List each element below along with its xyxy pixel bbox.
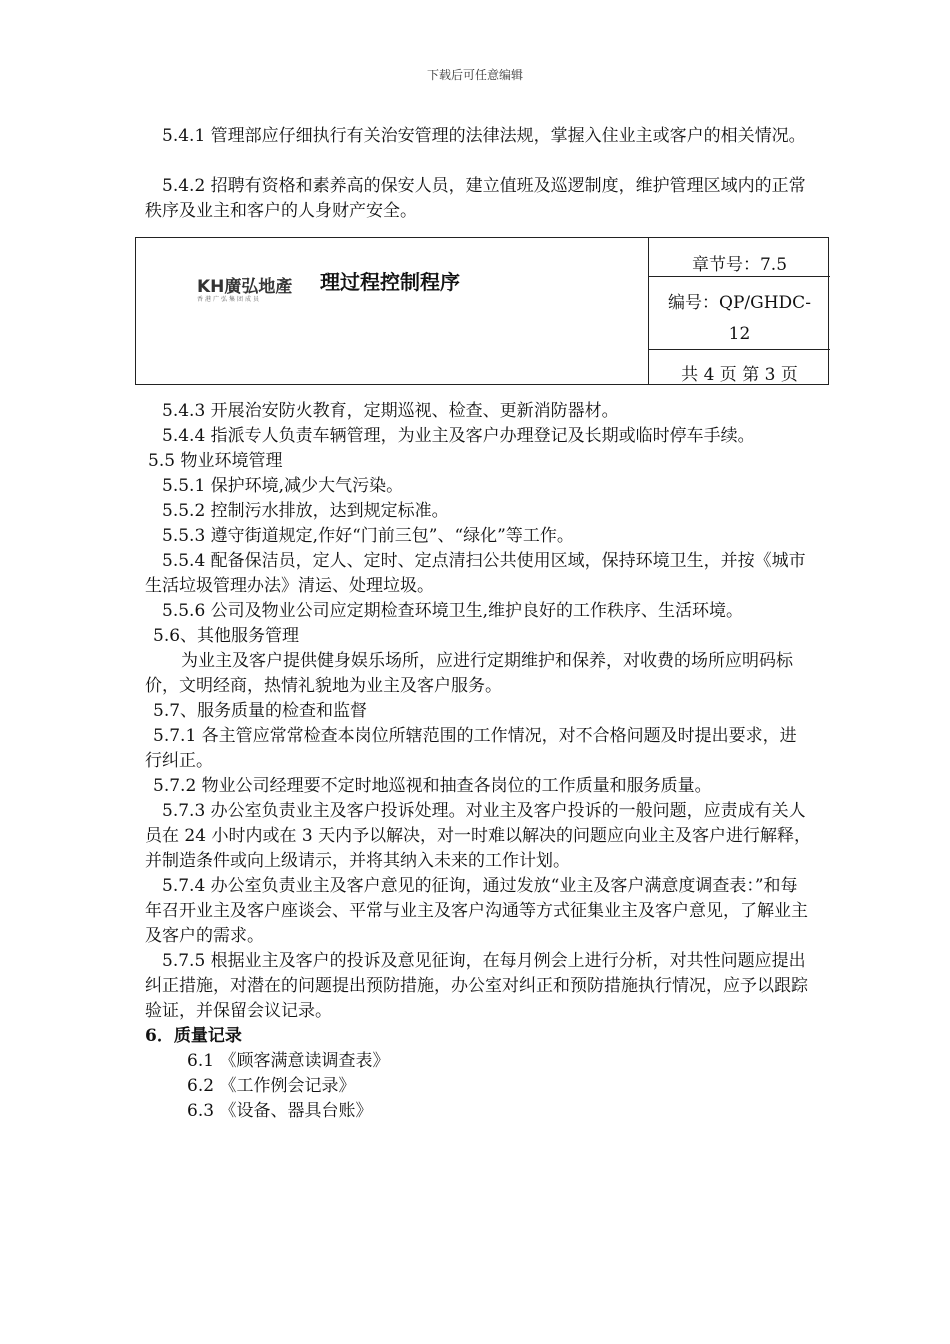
divider xyxy=(649,276,830,277)
chapter-number: 章节号：7.5 xyxy=(691,255,788,275)
paragraph-5-7-4: 5.7.4 办公室负责业主及客户意见的征询，通过发放“业主及客户满意度调查表：”和每年召开业主及客户座谈会、平常与业主及客户沟通等方式征集业主及客户意见，了解业主及客户的需求。 xyxy=(145,876,808,946)
heading-5-7: 5.7、服务质量的检查和监督 xyxy=(153,701,368,721)
paragraph-5-5-3: 5.5.3 遵守街道规定,作好“门前三包”、“绿化”等工作。 xyxy=(162,526,574,546)
paragraph-5-4-3: 5.4.3 开展治安防火教育，定期巡视、检查、更新消防器材。 xyxy=(162,401,619,421)
logo-text: KH廣弘地產 xyxy=(197,277,293,297)
page-count: 共 4 页 第 3 页 xyxy=(681,365,798,385)
paragraph-5-7-5: 5.7.5 根据业主及客户的投诉及意见征询，在每月例会上进行分析，对共性问题应提出纠正措施，对潜在的问题提出预防措施，办公室对纠正和预防措施执行情况，应予以跟踪验证，并保留会议记录。 xyxy=(145,951,808,1021)
divider xyxy=(649,349,830,350)
paragraph-5-5-1: 5.5.1 保护环境,减少大气污染。 xyxy=(162,476,404,496)
paragraph-5-7-1: 5.7.1 各主管应常常检查本岗位所辖范围的工作情况，对不合格问题及时提出要求，进行纠正。 xyxy=(145,726,797,771)
paragraph-5-5-2: 5.5.2 控制污水排放，达到规定标准。 xyxy=(162,501,449,521)
paragraph-5-6-body: 为业主及客户提供健身娱乐场所，应进行定期维护和保养，对收费的场所应明码标价，文明经商，热情礼貌地为业主及客户服务。 xyxy=(145,651,793,696)
heading-5-5: 5.5 物业环境管理 xyxy=(148,451,283,471)
header-info-column xyxy=(648,238,830,384)
paragraph-5-4-4: 5.4.4 指派专人负责车辆管理，为业主及客户办理登记及长期或临时停车手续。 xyxy=(162,426,755,446)
heading-5-6: 5.6、其他服务管理 xyxy=(153,626,300,646)
record-6-2: 6.2 《工作例会记录》 xyxy=(187,1076,356,1096)
document-number-line2: 12 xyxy=(728,324,751,344)
record-6-1: 6.1 《顾客满意读调查表》 xyxy=(187,1051,390,1071)
paragraph-5-4-1: 5.4.1 管理部应仔细执行有关治安管理的法律法规，掌握入住业主或客户的相关情况。 xyxy=(162,126,806,146)
document-header-table xyxy=(135,237,829,385)
company-logo xyxy=(197,272,307,306)
heading-6-quality-records: 6．质量记录 xyxy=(145,1026,242,1046)
paragraph-5-7-2: 5.7.2 物业公司经理要不定时地巡视和抽查各岗位的工作质量和服务质量。 xyxy=(153,776,712,796)
paragraph-5-4-2: 5.4.2 招聘有资格和素养高的保安人员，建立值班及巡逻制度，维护管理区域内的正常秩序及业主和客户的人身财产安全。 xyxy=(145,176,806,221)
document-title: 理过程控制程序 xyxy=(320,270,460,294)
logo-subtext: 香港广弘集团成员 xyxy=(197,296,262,303)
paragraph-5-5-6: 5.5.6 公司及物业公司应定期检查环境卫生,维护良好的工作秩序、生活环境。 xyxy=(162,601,744,621)
paragraph-5-7-3: 5.7.3 办公室负责业主及客户投诉处理。对业主及客户投诉的一般问题，应责成有关人员在 24 小时内或在 3 天内予以解决，对一时难以解决的问题应向业主及客户进行解释，并制造条件或向上级请示，并将其纳入未来的工作计划。 xyxy=(145,801,812,871)
top-note: 下载后可任意编辑 xyxy=(426,68,523,82)
document-number-line1: 编号：QP/GHDC- xyxy=(668,293,811,313)
record-6-3: 6.3 《设备、器具台账》 xyxy=(187,1101,373,1121)
paragraph-5-5-4: 5.5.4 配备保洁员，定人、定时、定点清扫公共使用区域，保持环境卫生，并按《城市生活垃圾管理办法》清运、处理垃圾。 xyxy=(145,551,806,596)
